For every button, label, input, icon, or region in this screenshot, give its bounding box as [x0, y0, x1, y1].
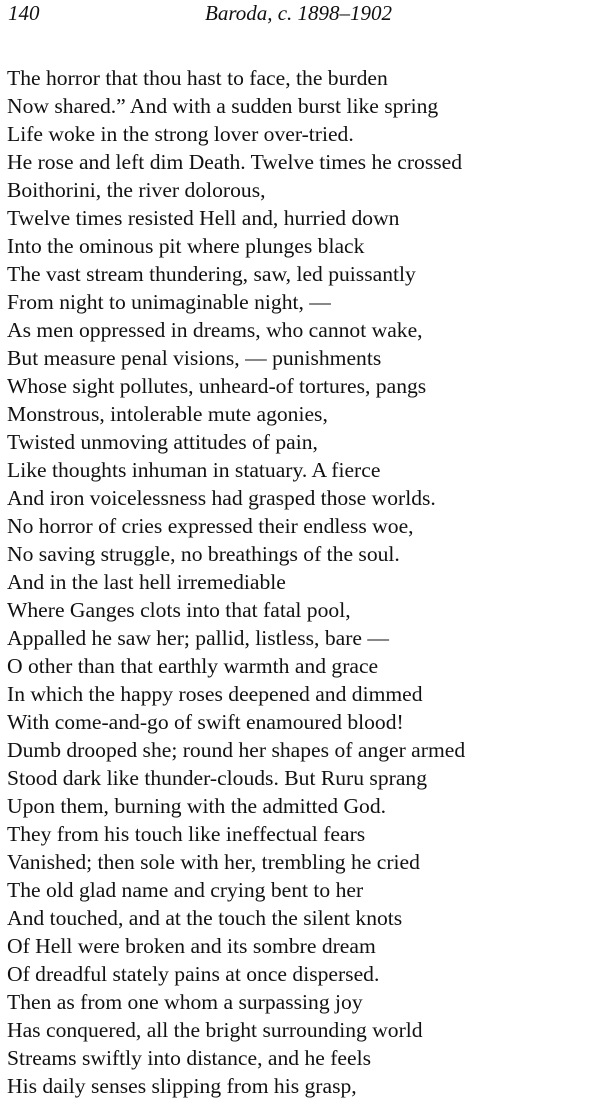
- poem-line: His daily senses slipping from his grasp,: [7, 1074, 357, 1098]
- poem-line: Appalled he saw her; pallid, listless, bare —: [7, 626, 389, 650]
- poem-line: Twisted unmoving attitudes of pain,: [7, 430, 318, 454]
- poem-line: Monstrous, intolerable mute agonies,: [7, 402, 328, 426]
- poem-line: In which the happy roses deepened and dimmed: [7, 682, 423, 706]
- poem-line: No saving struggle, no breathings of the soul.: [7, 542, 400, 566]
- poem-text: [7, 64, 592, 1100]
- poem-line: Dumb drooped she; round her shapes of anger armed: [7, 738, 466, 762]
- poem-line: And iron voicelessness had grasped those worlds.: [7, 486, 436, 510]
- poem-line: Whose sight pollutes, unheard-of tortures, pangs: [7, 374, 427, 398]
- poem-line: The old glad name and crying bent to her: [7, 878, 364, 902]
- poem-line: O other than that earthly warmth and grace: [7, 654, 379, 678]
- poem-line: Then as from one whom a surpassing joy: [7, 990, 363, 1014]
- poem-line: From night to unimaginable night, —: [7, 290, 331, 314]
- poem-line: Streams swiftly into distance, and he feels: [7, 1046, 372, 1070]
- poem-line: The vast stream thundering, saw, led puissantly: [7, 262, 416, 286]
- poem-line: And in the last hell irremediable: [7, 570, 286, 594]
- poem-line: Has conquered, all the bright surrounding world: [7, 1018, 423, 1042]
- poem-line: Now shared.” And with a sudden burst like spring: [7, 94, 439, 118]
- poem-line: Of dreadful stately pains at once dispersed.: [7, 962, 380, 986]
- poem-line: Stood dark like thunder-clouds. But Ruru sprang: [7, 766, 427, 790]
- poem-line: They from his touch like ineffectual fears: [7, 822, 366, 846]
- poem-line: The horror that thou hast to face, the burden: [7, 66, 388, 90]
- poem-line: But measure penal visions, — punishments: [7, 346, 382, 370]
- poem-line: With come-and-go of swift enamoured blood!: [7, 710, 404, 734]
- poem-line: Upon them, burning with the admitted God.: [7, 794, 387, 818]
- running-head: [8, 0, 568, 26]
- poem-line: No horror of cries expressed their endless woe,: [7, 514, 414, 538]
- poem-line: And touched, and at the touch the silent knots: [7, 906, 403, 930]
- poem-line: He rose and left dim Death. Twelve times he crossed: [7, 150, 463, 174]
- poem-line: Where Ganges clots into that fatal pool,: [7, 598, 351, 622]
- poem-line: Of Hell were broken and its sombre dream: [7, 934, 376, 958]
- poem-line: Life woke in the strong lover over-tried.: [7, 122, 354, 146]
- poem-line: As men oppressed in dreams, who cannot wake,: [7, 318, 423, 342]
- page-number: 140: [8, 1, 40, 25]
- poem-line: Vanished; then sole with her, trembling he cried: [7, 850, 420, 874]
- running-title: Baroda, c. 1898–1902: [205, 1, 393, 25]
- poem-line: Twelve times resisted Hell and, hurried down: [7, 206, 400, 230]
- poem-line: Like thoughts inhuman in statuary. A fierce: [7, 458, 381, 482]
- poem-line: Into the ominous pit where plunges black: [7, 234, 365, 258]
- poem-line: Boithorini, the river dolorous,: [7, 178, 266, 202]
